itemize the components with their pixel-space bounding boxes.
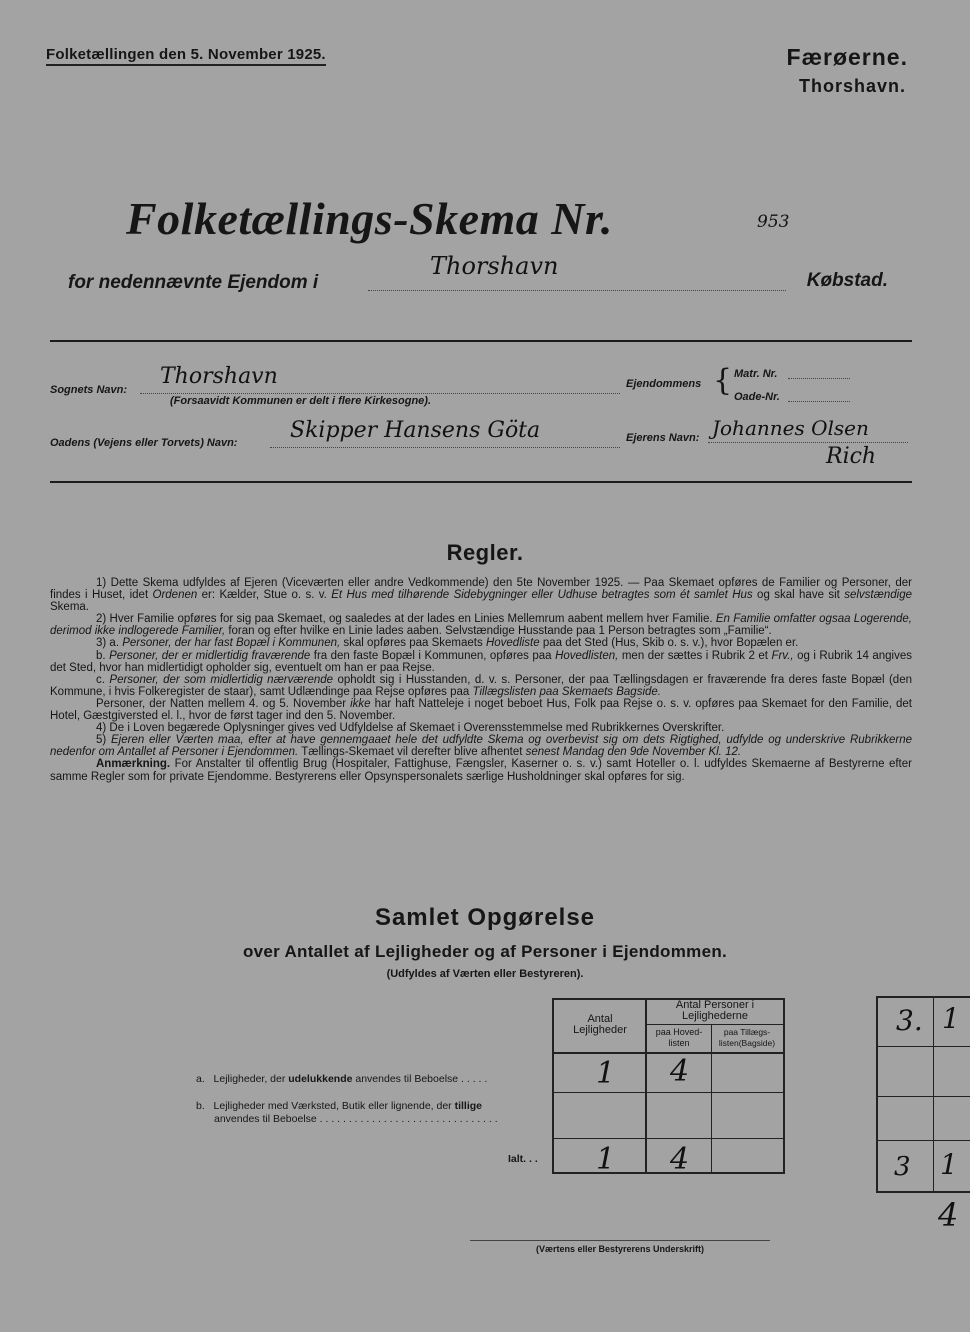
region-header: Færøerne. <box>786 44 908 70</box>
owner-line <box>708 442 908 443</box>
rule-3b: b. Personer, der er midlertidig fraværende fra den faste Bopæl i Kommunen, opføres paa Hovedlisten, men der sættes i Rubrik 2 et Frv., og i Rubrik 14 angives det Sted, hvor han midlertidigt opholder sig, eventuelt om han er paa Rejse. <box>50 649 912 674</box>
property-place: Thorshavn <box>430 252 559 280</box>
signature-line <box>470 1240 770 1241</box>
brace-icon: { <box>713 363 733 398</box>
street-label: Oadens (Vejens eller Torvets) Navn: <box>50 437 238 449</box>
table-row-line-1 <box>552 1092 784 1093</box>
side-table-left <box>876 996 878 1192</box>
matr-line <box>788 378 850 379</box>
owner-value-1: Johannes Olsen <box>712 416 869 440</box>
side-table-row-4 <box>876 1191 970 1193</box>
side-table-row-1 <box>876 1046 970 1047</box>
row-a-label: a. Lejligheder, der udelukkende anvendes til Beboelse . . . . . <box>196 1073 488 1085</box>
col-hoved-header: paa Hoved-listen <box>655 1027 703 1048</box>
rule-3a: 3) a. Personer, der har fast Bopæl i Kommunen, skal opføres paa Skemaets Hovedliste paa det Sted (Hus, Skib o. s. v.), hvor Bopælen er. <box>96 637 799 650</box>
row-total-label: Ialt. . . <box>508 1153 538 1165</box>
table-header-line <box>552 1052 784 1054</box>
table-col-line-4 <box>783 998 785 1174</box>
col-tillaeg-header: paa Tillægs-listen(Bagside) <box>718 1027 776 1048</box>
side-table-row-2 <box>876 1096 970 1097</box>
street-value: Skipper Hansens Göta <box>290 418 541 443</box>
rule-2: 2) Hver Familie opføres for sig paa Skemaet, og saaledes at der lades en Linies Mellemrum aabent mellem hver Familie. En Familie omfatter ogsaa Logerende, derimod ikke indlogerede Familier, foran og efter hvilke en Linie lades aaben. Selvstændige Husstande paa 1 Person betragtes som „Familie“. <box>50 613 912 638</box>
rules-title: Regler. <box>446 540 524 565</box>
table-subheader-line <box>647 1024 783 1025</box>
rule-5: 5) Ejeren eller Værten maa, efter at have gennemgaaet hele det udfyldte Skema og overbevist sig om dets Rigtighed, udfylde og underskrive Rubrikkerne nedenfor om Antallet af Personer i Ejendommen. Tællings-Skemaet vil derefter blive afhentet senest Mandag den 9de November Kl. 12. <box>50 734 912 759</box>
form-title: Folketællings-Skema Nr. <box>126 193 613 244</box>
form-number: 953 <box>757 212 790 232</box>
city-header: Thorshavn. <box>798 76 906 96</box>
rule-3c: c. Personer, der som midlertidig nærværende opholdt sig i Husstanden, d. v. s. Personer, der paa Tællingsdagen er fraværende fra deres faste Bopæl (den Kommune, i hvis Folkeregister de staar), samt Udlændinge paa Rejse opføres paa Tillægslisten paa Skemaets Bagside. <box>50 673 912 698</box>
side-r1-a: 3. <box>896 1004 923 1037</box>
total-hoved-value: 4 <box>670 1142 690 1177</box>
parish-note: (Forsaavidt Kommunen er delt i flere Kirkesogne). <box>170 395 432 407</box>
summary-note: (Udfyldes af Værten eller Bestyreren). <box>386 968 584 980</box>
a-lejligheder-value: 1 <box>596 1056 616 1091</box>
property-place-line <box>368 290 786 291</box>
property-label: Ejendommens <box>626 378 702 390</box>
rules-text <box>50 577 912 783</box>
parish-line <box>140 393 620 394</box>
parish-label: Sognets Navn: <box>50 384 128 396</box>
a-hoved-value: 4 <box>670 1054 690 1089</box>
side-table-row-3 <box>876 1140 970 1141</box>
fields-divider <box>50 481 912 483</box>
side-table-mid <box>933 996 934 1192</box>
table-bottom-line <box>552 1172 784 1174</box>
property-line <box>68 272 318 294</box>
rule-4: 4) De i Loven begærede Oplysninger gives ved Udfyldelse af Skemaet i Overensstemmelse med Rubrikkernes Overskrifter. <box>96 722 725 735</box>
summary-subtitle: over Antallet af Lejligheder og af Personer i Ejendommen. <box>242 942 728 961</box>
signature-note: (Værtens eller Bestyrerens Underskrift) <box>535 1244 705 1254</box>
property-prefix: for nedennævnte Ejendom i <box>68 272 319 293</box>
census-date-header: Folketællingen den 5. November 1925. <box>46 46 326 66</box>
col-lejligheder-header: Antal Lejligheder <box>573 1013 627 1036</box>
parish-value: Thorshavn <box>160 364 278 389</box>
oade-label: Oade-Nr. <box>734 391 780 403</box>
owner-label: Ejerens Navn: <box>626 432 700 444</box>
street-line <box>270 447 620 448</box>
matr-label: Matr. Nr. <box>734 368 778 380</box>
rule-3d: Personer, der Natten mellem 4. og 5. November ikke har haft Natteleje i noget beboet Hus, Folk paa Rejse o. s. v. opføres paa Skemaet for den Familie, det Hotel, Gæstgiversted el. l., hvor de først tager ind den 5. November. <box>50 697 912 723</box>
side-r1-b: 1 <box>942 1002 960 1035</box>
rule-note: Anmærkning. For Anstalter til offentlig Brug (Hospitaler, Fattighuse, Fængsler, Kaserner o. s. v.) samt Hoteller o. l. udfyldes Skemaerne af Bestyrerne efter samme Regler som for private Ejendomme. Bestyrerens eller Opsynspersonalets særlige Husholdninger skal opføres for sig. <box>50 758 912 783</box>
table-row-line-2 <box>552 1138 784 1139</box>
oade-line <box>788 401 850 402</box>
rule-1: 1) Dette Skema udfyldes af Ejeren (Viceværten eller andre Vedkommende) den 5te November 1925. — Paa Skemaet opføres de Familier og Personer, der findes i Huset, idet Ordenen er: Kælder, Stue o. s. v. Et Hus med tilhørende Sidebygninger eller Udhuse betragtes som ét samlet Hus og skal have sit selvstændige Skema. <box>50 577 912 614</box>
property-suffix: Købstad. <box>806 270 888 291</box>
col-personer-header: Antal Personer i Lejlighederne <box>675 999 755 1022</box>
total-lejligheder-value: 1 <box>596 1142 616 1177</box>
table-col-line-1 <box>552 998 554 1174</box>
summary-title: Samlet Opgørelse <box>374 904 596 931</box>
side-table-top <box>876 996 970 998</box>
side-r5-b: 4 <box>938 1196 959 1234</box>
side-r4-b: 1 <box>940 1148 958 1181</box>
owner-value-2: Rich <box>826 444 877 469</box>
top-divider <box>50 340 912 342</box>
row-b-label: b. Lejligheder med Værksted, Butik eller lignende, der tillige anvendes til Beboelse . . . . . . . . . . . . . . . . . . . . . . . . . . . . . . . <box>196 1100 498 1125</box>
side-r4-a: 3 <box>894 1152 911 1182</box>
